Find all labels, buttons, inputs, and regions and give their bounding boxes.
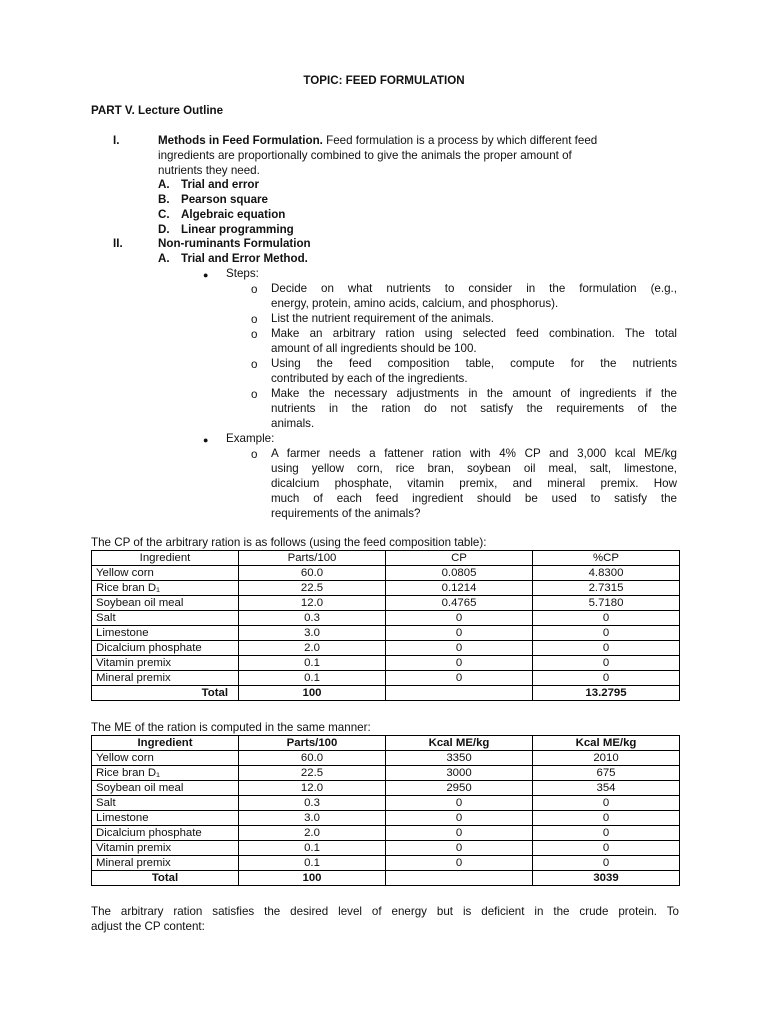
section2-numeral: II.: [113, 237, 123, 250]
topic-title: TOPIC: FEED FORMULATION: [303, 74, 465, 87]
steps-label: Steps:: [226, 267, 259, 280]
table-row: Soybean oil meal 12.0 2950 354: [92, 781, 680, 796]
conclusion-paragraph: [91, 904, 679, 934]
step-item: Decide on what nutrients to consider in the formulation (e.g., energy, protein, amino acids, calcium, and phosphorus).: [271, 282, 677, 310]
me-table: [91, 735, 680, 886]
section2-title: Non-ruminants Formulation: [158, 237, 311, 250]
table-row: Rice bran D₁ 22.5 0.1214 2.7315: [92, 581, 680, 596]
section1-paragraph: [158, 133, 676, 178]
me-intro: The ME of the ration is computed in the same manner:: [91, 721, 371, 734]
table-total-row: Total 100 13.2795: [92, 686, 680, 701]
sub-bullet-icon: o: [251, 328, 258, 341]
table-row: Mineral premix 0.1 0 0: [92, 856, 680, 871]
table-row: Rice bran D₁ 22.5 3000 675: [92, 766, 680, 781]
table-row: Yellow corn 60.0 0.0805 4.8300: [92, 566, 680, 581]
bullet-icon: ●: [203, 270, 209, 280]
table-row: Yellow corn 60.0 3350 2010: [92, 751, 680, 766]
table-row: Soybean oil meal 12.0 0.4765 5.7180: [92, 596, 680, 611]
section1-text-line1: Feed formulation is a process by which different feed: [326, 134, 598, 147]
sub-bullet-icon: o: [251, 358, 258, 371]
list-item: A. Trial and error: [158, 178, 259, 191]
sub-bullet-icon: o: [251, 448, 258, 461]
table-row: Salt 0.3 0 0: [92, 611, 680, 626]
conclusion-line1: The arbitrary ration satisfies the desired level of energy but is deficient in the crude protein. To: [91, 905, 679, 918]
table-total-row: Total 100 3039: [92, 871, 680, 886]
methods-list: [158, 177, 294, 237]
table-row: Dicalcium phosphate 2.0 0 0: [92, 826, 680, 841]
step-item: List the nutrient requirement of the animals.: [271, 312, 494, 325]
part-heading: PART V. Lecture Outline: [91, 104, 224, 117]
table-row: Salt 0.3 0 0: [92, 796, 680, 811]
sub-bullet-icon: o: [251, 388, 258, 401]
list-item: C. Algebraic equation: [158, 208, 286, 221]
conclusion-line2: adjust the CP content:: [91, 920, 205, 933]
example-label: Example:: [226, 432, 275, 445]
table-row: Mineral premix 0.1 0 0: [92, 671, 680, 686]
table-row: Dicalcium phosphate 2.0 0 0: [92, 641, 680, 656]
table-row: Vitamin premix 0.1 0 0: [92, 841, 680, 856]
step-item: Make an arbitrary ration using selected feed combination. The total amount of all ingredients should be 100.: [271, 327, 677, 355]
section1-text-line2: ingredients are proportionally combined to give the animals the proper amount of: [158, 149, 572, 162]
example-text: A farmer needs a fattener ration with 4% CP and 3,000 kcal ME/kg using yellow corn, rice bran, soybean oil meal, salt, limestone, dicalcium phosphate, vitamin premix, and mineral premix. How much of each feed ingredient should be used to satisfy the requirements of the animals?: [271, 447, 677, 520]
table-header-row: Ingredient Parts/100 Kcal ME/kg Kcal ME/kg: [92, 736, 680, 751]
section1-title: Methods in Feed Formulation.: [158, 134, 323, 147]
table-row: Vitamin premix 0.1 0 0: [92, 656, 680, 671]
section1-numeral: I.: [113, 134, 120, 147]
cp-intro: The CP of the arbitrary ration is as follows (using the feed composition table):: [91, 536, 487, 549]
section2-subheading: A. Trial and Error Method.: [158, 252, 308, 265]
list-item: D. Linear programming: [158, 223, 294, 236]
sub-bullet-icon: o: [251, 283, 258, 296]
list-item: B. Pearson square: [158, 193, 268, 206]
table-header-row: Ingredient Parts/100 CP %CP: [92, 551, 680, 566]
cp-table: [91, 550, 680, 701]
sub-bullet-icon: o: [251, 313, 258, 326]
section1-text-line3: nutrients they need.: [158, 164, 260, 177]
table-row: Limestone 3.0 0 0: [92, 811, 680, 826]
table-row: Limestone 3.0 0 0: [92, 626, 680, 641]
step-item: Using the feed composition table, compute for the nutrients contributed by each of the ingredients.: [271, 357, 677, 385]
step-item: Make the necessary adjustments in the amount of ingredients if the nutrients in the ration do not satisfy the requirements of the animals.: [271, 387, 677, 430]
bullet-icon: ●: [203, 435, 209, 445]
